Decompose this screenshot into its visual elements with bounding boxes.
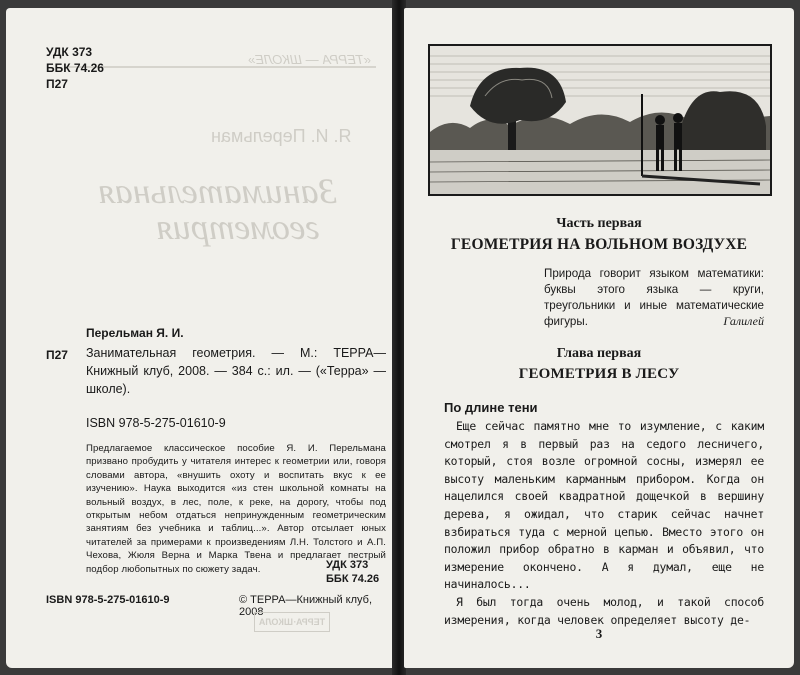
udk-bottom-block (326, 558, 379, 586)
epigraph: Природа говорит языком математики: буквы этого языка — круги, треугольники и иные математические фигуры. (544, 267, 764, 328)
author-index-code: П27 (46, 77, 68, 91)
bleed-through-series: «ТЕРРА — ШКОЛЕ» (248, 52, 372, 67)
udk-code: УДК 373 (46, 45, 93, 59)
bleed-through-title-line1: Занимательная (98, 171, 337, 211)
isbn-line: ISBN 978-5-275-01610-9 (86, 416, 226, 430)
part-title: ГЕОМЕТРИЯ НА ВОЛЬНОМ ВОЗДУХЕ (450, 236, 748, 253)
epigraph-author: Галилей (723, 314, 764, 328)
forest-illustration-drawing (430, 46, 770, 194)
udk-block (46, 44, 104, 92)
part-label: Часть первая (556, 216, 642, 231)
book-annotation: Предлагаемое классическое пособие Я. И. Перельмана призвано пробудить у читателя интерес к геометрии или, говоря словами автора, «внушить охоту и воспитать вкус к ее изучению». Наука выходится «из стен школьной комнаты на вольный воздух, в лес, поле, к реке, на дорогу, чтобы под открытым небом отдаться непринужденным геометрическим занятиям без учебника и таблиц...». Автор отсылает юных читателей за примерами к произведениям Л.Н. Толстого и А.П. Чехова, Жюля Верна и Марка Твена и предлагает пестрый подбор любопытных по сюжету задач. (86, 443, 386, 575)
body-paragraph: Еще сейчас памятно мне то изумление, с каким смотрел я в первый раз на седого лесничего, который, стоя возле огромной сосны, измерял ее высоту маленьким карманным прибором. Когда он нацелился своей квадратной дощечкой в вершину дерева, я ожидал, что старик сейчас начнет взбираться туда с мерной цепью. Вместо этого он положил прибор обратно в карман и объявил, что измерение окончено. А я думал, еще не начиналось... (444, 419, 764, 592)
bleed-through-author: Я. И. Перельман (211, 126, 352, 146)
bbk-bottom-code: ББК 74.26 (326, 573, 380, 585)
publisher-logo-bleed: ТЕРРА·ШКОЛА (254, 612, 330, 632)
copyright-line: © ТЕРРА—Книжный клуб, 2008 (239, 594, 372, 618)
left-page (6, 8, 394, 668)
bbk-code: ББК 74.26 (46, 61, 104, 75)
isbn-bottom: ISBN 978-5-275-01610-9 (46, 594, 170, 606)
right-page (404, 8, 794, 668)
bibliographic-description: Занимательная геометрия. — М.: ТЕРРА—Книжный клуб, 2008. — 384 с.: ил. — («Терра» — школе). (86, 346, 386, 396)
body-paragraph: Я был тогда очень молод, и такой способ измерения, когда человек определяет высоту де- (444, 594, 764, 627)
chapter-title: ГЕОМЕТРИЯ В ЛЕСУ (518, 366, 680, 382)
forest-illustration (428, 44, 772, 196)
body-text (444, 418, 764, 629)
section-title: По длине тени (444, 400, 538, 415)
page-number: 3 (595, 626, 603, 641)
catalog-author: Перельман Я. И. (86, 326, 184, 340)
bleed-through-title-line2: геометрия (156, 207, 320, 247)
udk-bottom-code: УДК 373 (326, 559, 369, 571)
catalog-index-code: П27 (46, 348, 68, 362)
chapter-label: Глава первая (556, 346, 642, 361)
